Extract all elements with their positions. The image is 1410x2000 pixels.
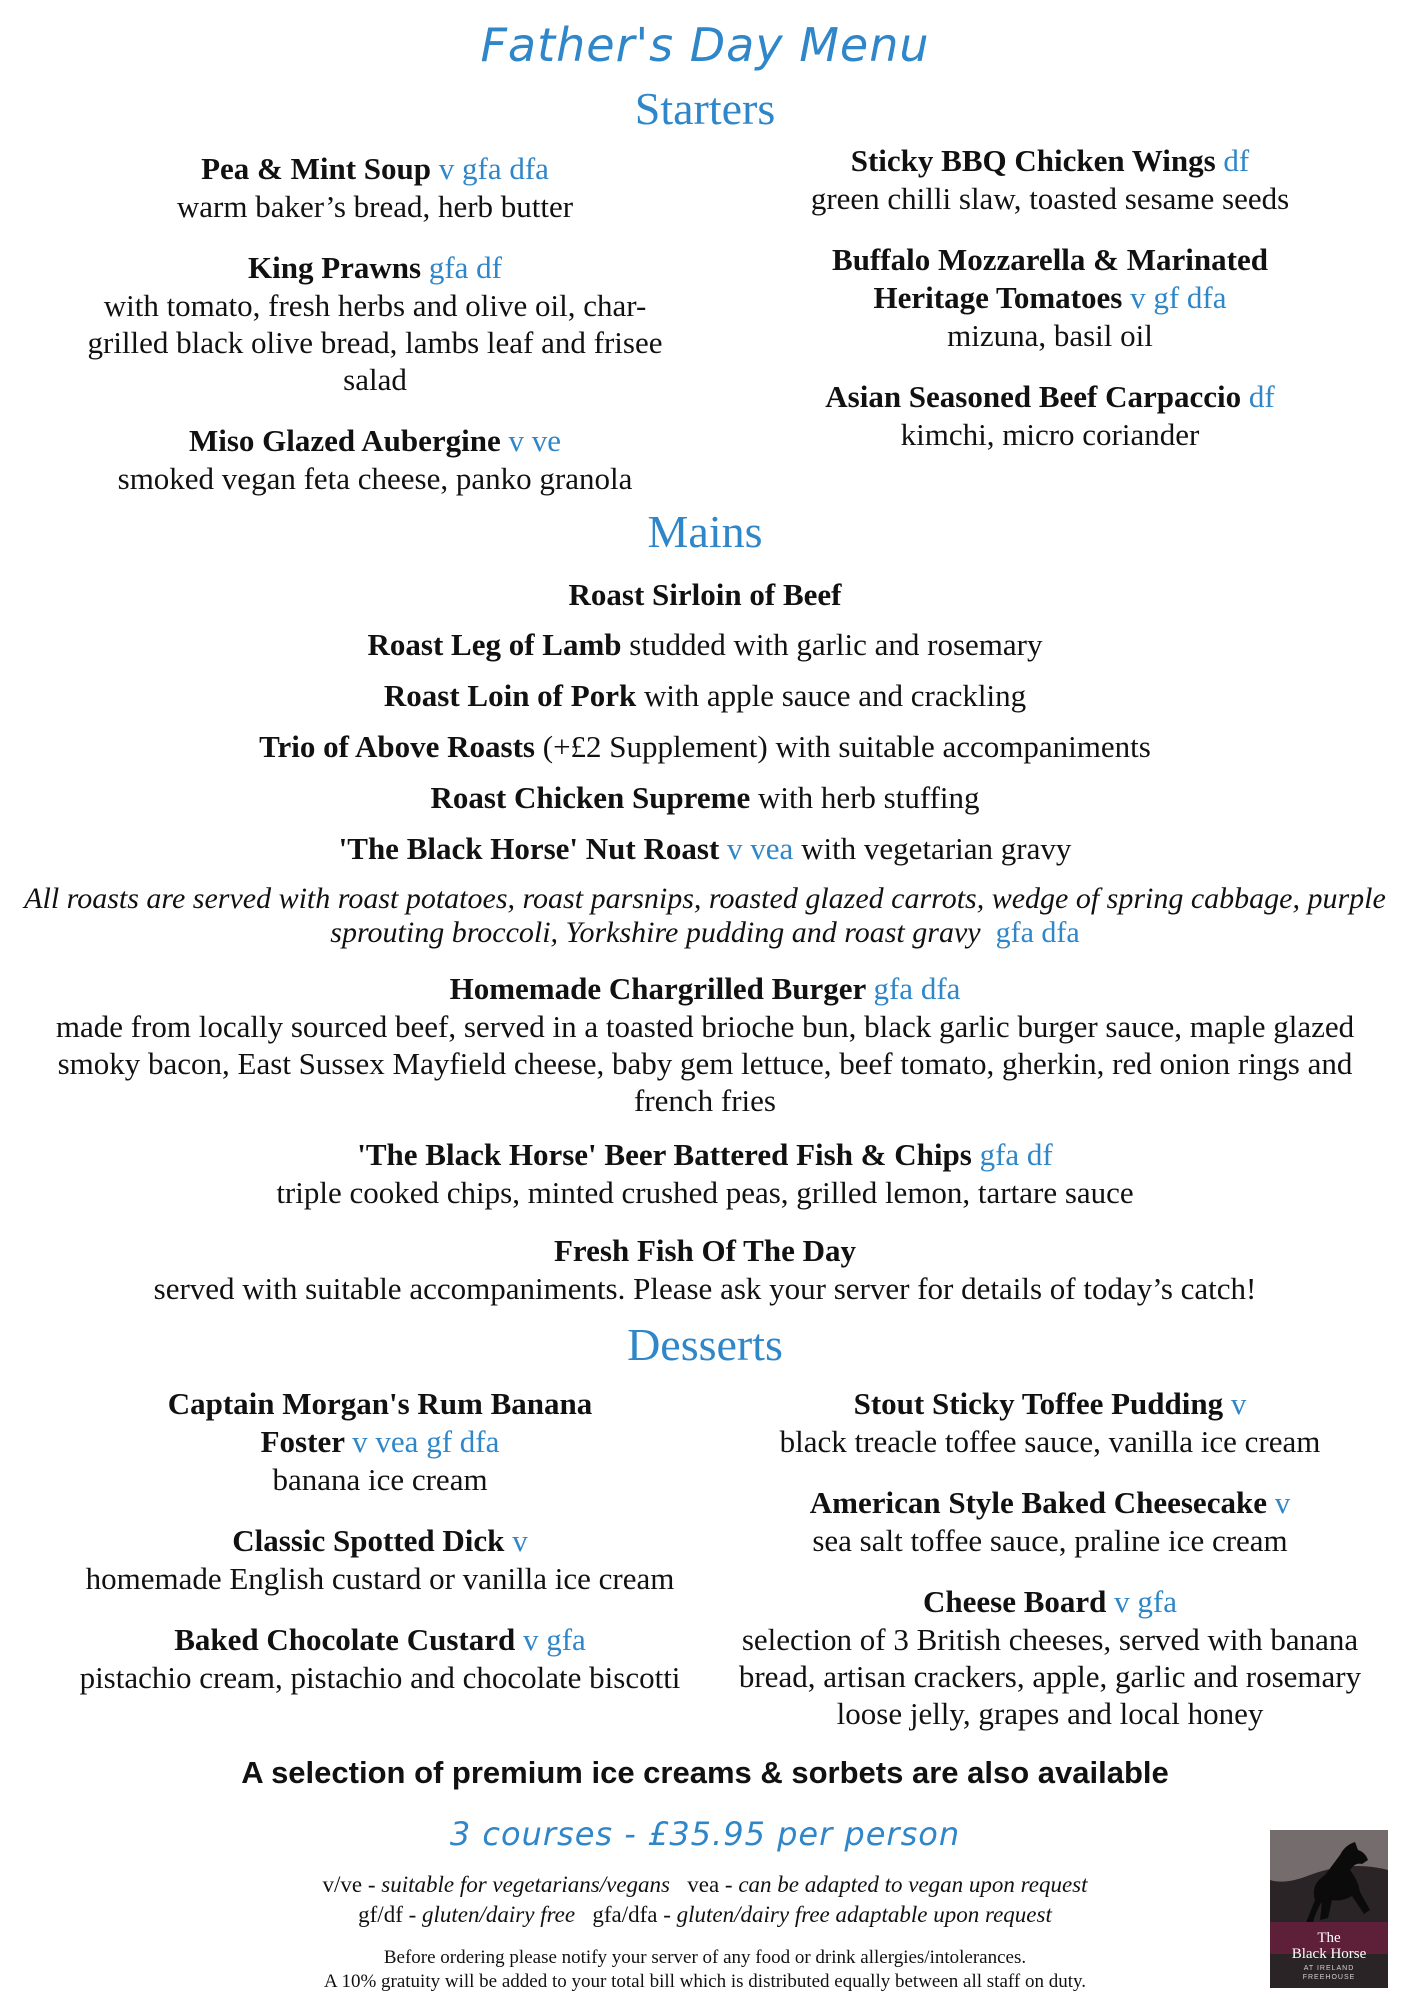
legend-code: gfa/dfa - [592, 1902, 671, 1927]
item-description: mizuna, basil oil [947, 318, 1153, 353]
logo-subtitle [1270, 1964, 1388, 1982]
dietary-tags: v [1230, 1386, 1247, 1421]
icecream-note: A selection of premium ice creams & sorbets are also available [241, 1755, 1169, 1790]
item-name: Classic Spotted Dick [232, 1523, 505, 1558]
dietary-legend-line-1 [0, 1870, 1410, 1900]
item-name: Captain Morgan's Rum Banana Foster [167, 1386, 593, 1459]
gratuity-notice: A 10% gratuity will be added to your total bill which is distributed equally between all staff on duty. [324, 1971, 1086, 1992]
item-description: pistachio cream, pistachio and chocolate biscotti [79, 1660, 681, 1695]
item-name: Roast Chicken Supreme [430, 780, 751, 815]
starters-left-column [70, 150, 680, 521]
menu-item [70, 249, 680, 398]
desserts-right-column [730, 1385, 1370, 1756]
dietary-tags: gfa df [979, 1137, 1053, 1172]
dietary-tags: v [512, 1523, 528, 1558]
logo-name [1270, 1930, 1388, 1962]
dietary-legend-line-2 [0, 1900, 1410, 1930]
item-description: with herb stuffing [757, 780, 980, 815]
item-name: Fresh Fish Of The Day [554, 1233, 856, 1268]
logo-sub-1: AT IRELAND [1303, 1965, 1355, 1972]
item-name: Stout Sticky Toffee Pudding [853, 1386, 1224, 1421]
menu-item [75, 1385, 685, 1498]
dietary-tags: df [1248, 379, 1275, 414]
legend-text: gluten/dairy free adaptable upon request [676, 1902, 1052, 1927]
item-description: homemade English custard or vanilla ice cream [85, 1561, 675, 1596]
item-description: smoked vegan feta cheese, panko granola [117, 461, 633, 496]
legend-code: vea - [687, 1872, 733, 1897]
menu-item [750, 378, 1350, 453]
item-name: Roast Leg of Lamb [367, 627, 622, 662]
item-description: warm baker’s bread, herb butter [176, 189, 574, 224]
dietary-tags: v gfa dfa [438, 151, 549, 186]
roast-note-text: All roasts are served with roast potatoes, roast parsnips, roasted glazed carrots, wedge of spring cabbage, purple sprouting broccoli, Yorkshire pudding and roast gravy [24, 882, 1386, 949]
dietary-tags: v gf dfa [1130, 280, 1227, 315]
item-name: Asian Seasoned Beef Carpaccio [825, 379, 1242, 414]
item-name: Baked Chocolate Custard [174, 1622, 516, 1657]
menu-item [730, 1583, 1370, 1732]
logo-line-1: The [1317, 1930, 1341, 1946]
roast-note [20, 882, 1390, 950]
item-description: sea salt toffee sauce, praline ice cream [812, 1523, 1288, 1558]
legend-code: gf/df - [358, 1902, 417, 1927]
menu-item [0, 576, 1410, 614]
menu-item [70, 150, 680, 225]
item-name: Roast Loin of Pork [383, 678, 637, 713]
item-name: Sticky BBQ Chicken Wings [850, 143, 1216, 178]
item-description: served with suitable accompaniments. Please ask your server for details of today’s catch! [153, 1271, 1257, 1306]
item-name: Cheese Board [923, 1584, 1107, 1619]
menu-item [750, 241, 1350, 354]
legend-text: can be adapted to vegan upon request [738, 1872, 1088, 1897]
menu-item [0, 728, 1410, 766]
starters-heading: Starters [634, 83, 776, 134]
dietary-tags: df [1223, 143, 1250, 178]
dietary-tags: v vea gf dfa [352, 1424, 500, 1459]
dietary-tags: gfa dfa [995, 916, 1080, 949]
item-description: green chilli slaw, toasted sesame seeds [810, 181, 1290, 216]
item-description: with vegetarian gravy [801, 831, 1072, 866]
item-name: Trio of Above Roasts [259, 729, 535, 764]
horse-icon [1270, 1830, 1388, 1930]
dietary-tags: v gfa [522, 1622, 586, 1657]
item-name: Roast Sirloin of Beef [568, 577, 842, 612]
menu-item [70, 422, 680, 497]
legend-text: suitable for vegetarians/vegans [381, 1872, 670, 1897]
item-description: studded with garlic and rosemary [629, 627, 1043, 662]
dietary-tags: v ve [508, 423, 561, 458]
desserts-heading: Desserts [627, 1319, 783, 1370]
legend-code: v/ve - [322, 1872, 376, 1897]
logo-sub-2: FREEHOUSE [1302, 1974, 1356, 1981]
menu-item [0, 626, 1410, 664]
legend-text: gluten/dairy free [422, 1902, 576, 1927]
item-name: Miso Glazed Aubergine [189, 423, 501, 458]
item-description: black treacle toffee sauce, vanilla ice cream [779, 1424, 1321, 1459]
menu-title: Father's Day Menu [480, 18, 930, 72]
item-name: Homemade Chargrilled Burger [449, 971, 866, 1006]
item-description: with apple sauce and crackling [643, 678, 1027, 713]
menu-item [20, 970, 1390, 1119]
menu-item [0, 830, 1410, 868]
item-description: kimchi, micro coriander [900, 417, 1200, 452]
desserts-left-column [75, 1385, 685, 1720]
item-description: banana ice cream [272, 1462, 488, 1497]
item-description: selection of 3 British cheeses, served with banana bread, artisan crackers, apple, garlic and rosemary loose jelly, grapes and local honey [738, 1622, 1362, 1731]
dietary-tags: v vea [727, 831, 794, 866]
menu-item [20, 1136, 1390, 1211]
menu-item [0, 677, 1410, 715]
item-description: with tomato, fresh herbs and olive oil, char-grilled black olive bread, lambs leaf and frisee salad [87, 288, 663, 397]
black-horse-logo [1270, 1830, 1388, 1988]
mains-heading: Mains [647, 506, 763, 557]
menu-item [75, 1621, 685, 1696]
menu-item [0, 779, 1410, 817]
item-description: triple cooked chips, minted crushed peas, grilled lemon, tartare sauce [276, 1175, 1134, 1210]
item-name: Pea & Mint Soup [201, 151, 431, 186]
dietary-tags: gfa df [428, 250, 502, 285]
menu-item [750, 142, 1350, 217]
menu-item [20, 1232, 1390, 1307]
dietary-tags: v gfa [1114, 1584, 1177, 1619]
menu-item [730, 1385, 1370, 1460]
item-name: King Prawns [247, 250, 422, 285]
item-name: Buffalo Mozzarella & Marinated Heritage Tomatoes [832, 242, 1268, 315]
item-name: American Style Baked Cheesecake [809, 1485, 1267, 1520]
menu-item [730, 1484, 1370, 1559]
item-description: made from locally sourced beef, served in a toasted brioche bun, black garlic burger sauce, maple glazed smoky bacon, East Sussex Mayfield cheese, baby gem lettuce, beef tomato, gherkin, red onion rings and french fries [55, 1009, 1355, 1118]
dietary-tags: v [1274, 1485, 1291, 1520]
item-name: 'The Black Horse' Nut Roast [338, 831, 720, 866]
item-description: (+£2 Supplement) with suitable accompaniments [542, 729, 1151, 764]
item-name: 'The Black Horse' Beer Battered Fish & Chips [357, 1137, 972, 1172]
price-line: 3 courses - £35.95 per person [449, 1815, 961, 1853]
logo-line-2: Black Horse [1291, 1946, 1367, 1962]
menu-item [75, 1522, 685, 1597]
dietary-tags: gfa dfa [873, 971, 961, 1006]
allergy-notice: Before ordering please notify your server of any food or drink allergies/intolerances. [383, 1947, 1027, 1968]
starters-right-column [750, 142, 1350, 477]
